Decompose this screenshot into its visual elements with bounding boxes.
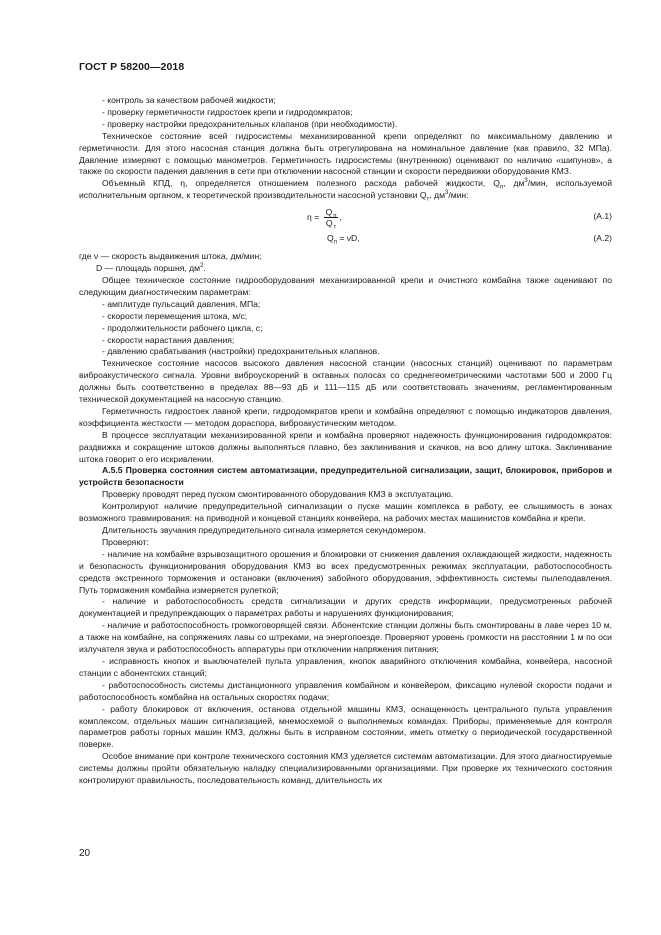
list-item: - наличие на комбайне взрывозащитного орошения и блокировки от снижения давления охлаждающей жидкости, надежность и безопасность функционирования оборудования КМЗ во всех предусмотренных режимах эксплуатации, работоспособность средств экстренного торможения и остановки (включения) забойного оборудования, эффективность системы пылеподавления. Путь торможения комбайна измеряется рулеткой; [79, 548, 612, 595]
paragraph-kpd [79, 178, 612, 202]
superscript: 3 [524, 178, 528, 185]
text-run: Объемный КПД, η, определяется отношением полезного расхода рабочей жидкости, Q [102, 178, 500, 189]
formula-expression: $Q_п = \nu D$, [327, 233, 360, 246]
where-clause: D — площадь поршня, $дм^2$. [96, 263, 206, 274]
list-item: - скорости перемещения штока, м/с; [102, 310, 248, 321]
paragraph: Общее техническое состояние гидрооборудования механизированной крепи и очистного комбайна также оценивают по следующим диагностическим параметрам: [79, 274, 612, 297]
subscript: т [426, 196, 430, 203]
fraction-numerator: $Q_п$ [325, 207, 337, 220]
list-item: - амплитуде пульсаций давления, МПа; [102, 298, 261, 309]
fraction [324, 207, 338, 231]
superscript: 3 [444, 190, 449, 197]
paragraph: Длительность звучания предупредительного сигнала измеряется секундомером. [102, 525, 426, 535]
formula-number: (А.1) [593, 211, 612, 222]
paragraph: Герметичность гидростоек лавной крепи, гидродомкратов крепи и комбайна определяют с помощью индикаторов давления, коэффициента жесткости — методом дораспора, виброакустическим методом. [79, 405, 612, 428]
page-number: 20 [79, 848, 91, 859]
formula-number: (А.2) [593, 233, 612, 244]
formula-expression [307, 207, 342, 231]
text-run: , дм [429, 190, 445, 201]
paragraph: Контролируют наличие предупредительной сигнализации о пуске машин комплекса в работу, ее слышимость в зонах возможного травмирования: на приводной и концевой станциях конвейера, на рабочих местах машинистов комбайна и крепи. [79, 501, 612, 524]
text-run: /мин, используемой исполнительным органом, к теоретической производительности насосной установки Q [79, 178, 612, 201]
list-item: - контроль за качеством рабочей жидкости; [102, 95, 276, 105]
list-item: - наличие и работоспособность громкоговорящей связи. Абонентские станции должны быть смонтированы в лаве через 10 м, а также на комбайне, на сопряжениях лавы со штреками, на энергопоезде. Проверяют уровень громкости на расстоянии 1 м по оси излучателя звука и работоспособность аппаратуры при отключении напряжения питания; [79, 620, 612, 655]
formula-lhs: η = [307, 211, 320, 222]
paragraph: Проверяют: [102, 536, 149, 547]
section-heading: А.5.5 Проверка состояния систем автоматизации, предупредительной сигнализации, защит, блокировок, приборов и устройств безопасности [79, 465, 612, 488]
list-item: - работоспособность системы дистанционного управления комбайном и конвейером, фиксацию нулевой скорости подачи и работоспособность комбайна на остальных скоростях подачи; [79, 679, 612, 702]
list-item: - наличие и работоспособность средств сигнализации и других средств информации, предусмотренных рабочей документацией и предупреждающих о параметрах работы и нарушениях функционирования; [79, 596, 612, 619]
formula-a1 [79, 202, 612, 231]
fraction-denominator: $Q_т$ [325, 218, 337, 231]
list-item: - продолжительности рабочего цикла, с; [102, 322, 263, 333]
formula-a2 [79, 231, 612, 248]
list-item: - проверку герметичности гидростоек крепи и гидродомкратов; [102, 106, 353, 117]
list-item: - скорости нарастания давления; [102, 334, 235, 345]
list-item: - работу блокировок от включения, останова отдельной машины КМЗ, оснащенность центрального пульта управления комплексом, отдельных машин сигнализацией, мнемосхемой о выполняемых командах. Приборы, применяемые для контроля параметров работы горных машин КМЗ, должны быть в исправном состоянии, иметь отметку о периодической государственной поверке. [79, 703, 612, 750]
document-header: ГОСТ Р 58200—2018 [79, 61, 185, 73]
list-item: - давлению срабатывания (настройки) предохранительных клапанов. [102, 346, 380, 357]
text-run: /мин: [448, 190, 469, 201]
subscript: п [499, 185, 504, 192]
paragraph: Особое внимание при контроле технического состояния КМЗ уделяется системам автоматизации. Для этого диагностируемые системы должны пройти обязательную наладку специализированными организациями. При проверке их технического состояния контролируют правильность, последовательность команд, длительность их [79, 751, 612, 786]
document-body [79, 95, 612, 787]
text-run: , дм [503, 178, 525, 189]
paragraph: Техническое состояние насосов высокого давления насосной станции (насосных станций) оценивают по параметрам виброакустического сигнала. Уровни виброускорений в октавных полосах со среднегеометрическими частотами 500 и 2000 Гц должны быть соответственно в пределах 88—93 дБ и 111—115 дБ или соответствовать значениям, регламентированным технической документацией на насосную станцию. [79, 358, 612, 405]
list-item: - проверку настройки предохранительных клапанов (при необходимости). [102, 118, 398, 129]
paragraph: Проверку проводят перед пуском смонтированного оборудования КМЗ в эксплуатацию. [102, 489, 454, 500]
list-item: - исправность кнопок и выключателей пульта управления, кнопок аварийного отключения комбайна, конвейера, насосной станции с абонентских станций; [79, 655, 612, 678]
where-clause: где ν — скорость выдвижения штока, дм/мин; [79, 251, 262, 262]
paragraph: В процессе эксплуатации механизированной крепи и комбайна проверяют надежность функционирования гидродомкратов: раздвижка и сокращение штоков должны выполняться плавно, без заклинивания и скачков, на всю длину штока. Заклинивание штока говорит о его искривлении. [79, 429, 612, 464]
paragraph: Техническое состояние всей гидросистемы механизированной крепи определяют по максимальному давлению и герметичности. Для этого насосная станция должна быть отрегулирована на номинальное давление (как правило, 32 МПа). Давление измеряют с помощью манометров. Герметичность гидросистемы (внутреннюю) оценивают по наличию «шипунов», а также по скорости падения давления в сети при отключении насосной станции и скорости передвижки оборудования КМЗ. [79, 130, 612, 177]
formula-tail: , [339, 211, 342, 222]
